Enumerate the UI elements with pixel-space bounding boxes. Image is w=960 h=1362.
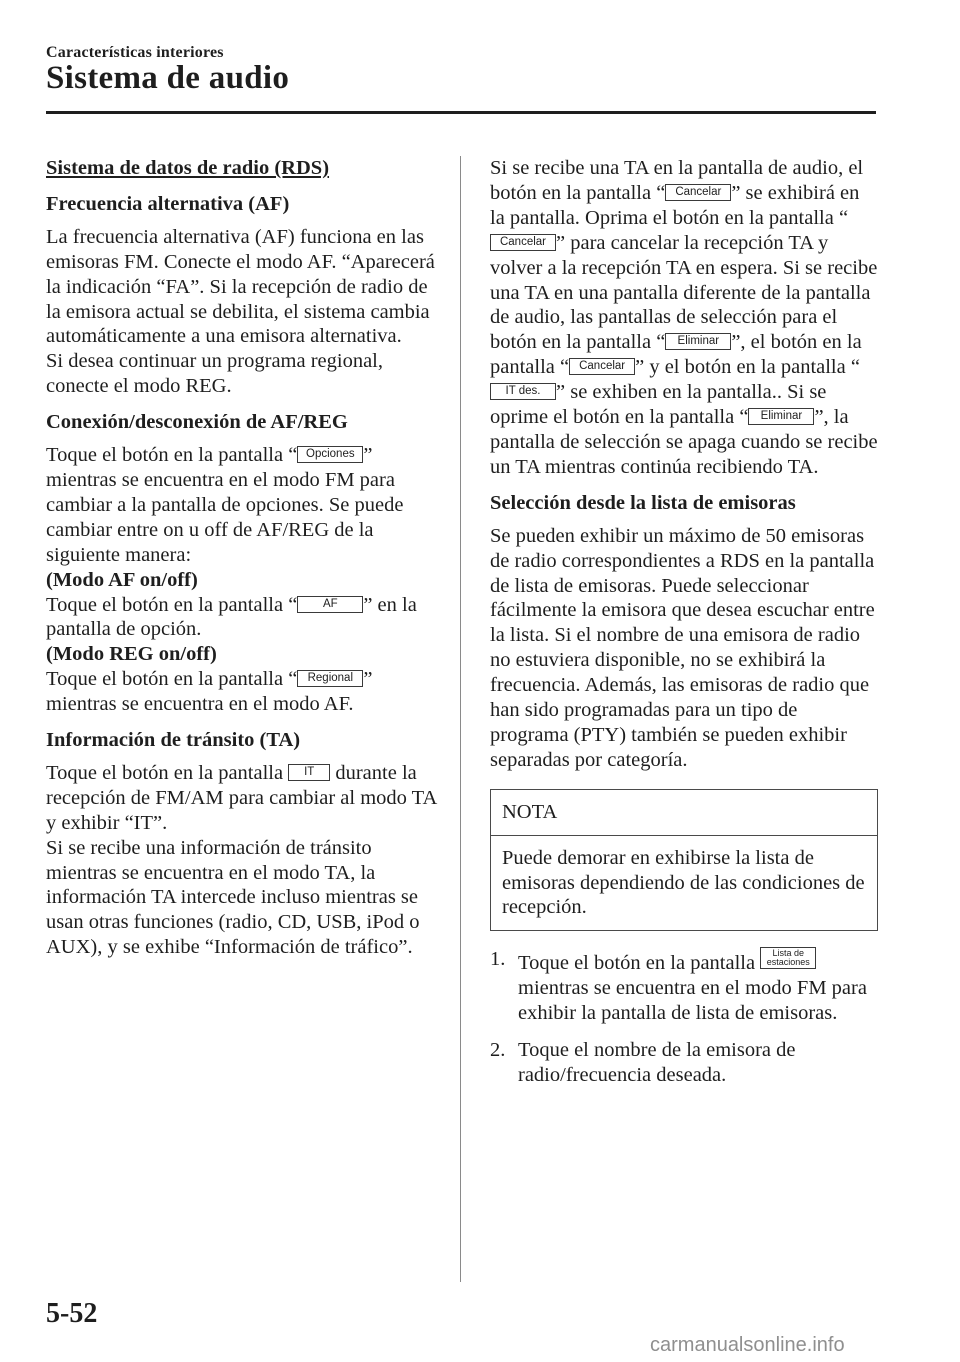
watermark: carmanualsonline.info: [650, 1334, 845, 1356]
page-number: 5-52: [46, 1298, 98, 1329]
right-column: [490, 156, 878, 1100]
ta-text-a: Toque el botón en la pantalla: [46, 761, 289, 784]
left-column: [46, 156, 442, 960]
page-title: Sistema de audio: [46, 60, 290, 96]
mode-reg-text-b: ” mientras se encuentra en el modo AF.: [46, 668, 373, 716]
afreg-text-a: Toque el botón en la pantalla “: [46, 444, 298, 467]
cancelar-button: Cancelar: [665, 184, 731, 201]
note-title: NOTA: [491, 790, 877, 836]
afreg-paragraph: [46, 443, 442, 568]
it-button: IT: [288, 764, 330, 781]
note-box: [490, 789, 878, 932]
mode-af-text-a: Toque el botón en la pantalla “: [46, 593, 298, 616]
ta-paragraph-2: Si se recibe una información de tránsito mientras se encuentra en el modo TA, la información TA intercede incluso mientras se usan otras funciones (radio, CD, USB, iPod o AUX), y se exhibe “Información de tráfico”.: [46, 836, 420, 959]
eliminar-button: Eliminar: [748, 408, 814, 425]
ta-cancel-text-d: ”, el botón en la pantalla “: [490, 331, 862, 379]
ta-heading: Información de tránsito (TA): [46, 729, 301, 752]
section-label: Características interiores: [46, 44, 224, 61]
regional-button: Regional: [297, 670, 363, 687]
mode-reg-label: (Modo REG on/off): [46, 643, 217, 666]
column-divider: [460, 156, 461, 1282]
af-paragraph: [46, 225, 442, 399]
mode-reg-paragraph: [46, 667, 442, 717]
step-number: 2.: [490, 1039, 506, 1062]
step-item: [490, 947, 878, 1026]
step-number: 1.: [490, 948, 506, 971]
ta-cancel-text-b: ” se exhibirá en la pantalla. Oprima el botón en la pantalla “: [490, 181, 860, 229]
ta-text-b: durante la recepción de FM/AM para cambiar al modo TA y exhibir “IT”.: [46, 761, 437, 834]
lista-estaciones-button: [760, 947, 816, 969]
header-divider: [46, 111, 876, 114]
ta-paragraph-1: [46, 761, 442, 836]
af-button: AF: [297, 596, 363, 613]
mode-af-text-b: ” en la pantalla de opción.: [46, 593, 417, 641]
mode-reg-text-a: Toque el botón en la pantalla “: [46, 668, 298, 691]
ta-cancel-text-a: Si se recibe una TA en la pantalla de audio, el botón en la pantalla “: [490, 157, 864, 204]
rds-heading: Sistema de datos de radio (RDS): [46, 157, 330, 179]
step2-text: Toque el nombre de la emisora de radio/frecuencia deseada.: [518, 1039, 796, 1086]
afreg-text-b: ” mientras se encuentra en el modo FM para cambiar a la pantalla de opciones. Se puede cambiar entre on u off de AF/REG de la siguiente manera:: [46, 444, 404, 566]
lista-line-2: estaciones: [766, 957, 810, 968]
cancelar-button: Cancelar: [490, 234, 556, 251]
ta-cancel-text-f: ” se exhiben en la pantalla.. Si se oprime el botón en la pantalla “: [490, 381, 827, 429]
af-heading: Frecuencia alternativa (AF): [46, 192, 290, 215]
steps-list: [490, 947, 878, 1088]
af-text: La frecuencia alternativa (AF) funciona en las emisoras FM. Conecte el modo AF. “Aparecerá la indicación “FA”. Si la recepción de radio de la emisora actual se debilita, el sistema cambia automáticamente a una emisora alternativa.: [46, 225, 435, 348]
eliminar-button: Eliminar: [665, 333, 731, 350]
ta-cancel-text-g: ”, la pantalla de selección se apaga cuando se recibe un TA mientras continúa recibiendo TA.: [490, 406, 878, 478]
opciones-button: Opciones: [297, 446, 363, 463]
ta-cancel-text-e: ” y el botón en la pantalla “: [635, 356, 860, 379]
afreg-heading: Conexión/desconexión de AF/REG: [46, 411, 348, 434]
station-list-heading: Selección desde la lista de emisoras: [490, 491, 796, 514]
step-item: [490, 1038, 878, 1088]
step1-text-b: mientras se encuentra en el modo FM para exhibir la pantalla de lista de emisoras.: [518, 977, 867, 1025]
mode-af-label: (Modo AF on/off): [46, 568, 198, 591]
lista-line-1: Lista de: [772, 948, 804, 959]
ta-cancel-paragraph: [490, 156, 878, 480]
it-des-button: IT des.: [490, 383, 556, 400]
af-text-2: Si desea continuar un programa regional, conecte el modo REG.: [46, 350, 383, 398]
station-list-paragraph: Se pueden exhibir un máximo de 50 emisoras de radio correspondientes a RDS en la pantalla de lista de emisoras. Puede seleccionar fácilmente la emisora que desea escuchar entre la lista. Si el nombre de una emisora de radio no estuviera disponible, no se exhibirá la frecuencia. Además, las emisoras de radio que han sido programadas para un tipo de programa (PTY) también se pueden exhibir separadas por categoría.: [490, 524, 875, 771]
ta-cancel-text-c: ” para cancelar la recepción TA y volver a la recepción TA en espera. Si se recibe una TA en una pantalla diferente de la pantalla de audio, las pantallas de selección para el botón en la pantalla “: [490, 231, 878, 354]
note-text: Puede demorar en exhibirse la lista de emisoras dependiendo de las condiciones de recepción.: [502, 846, 865, 919]
mode-af-paragraph: [46, 593, 442, 643]
step1-text-a: Toque el botón en la pantalla: [518, 952, 761, 975]
cancelar-button: Cancelar: [569, 358, 635, 375]
